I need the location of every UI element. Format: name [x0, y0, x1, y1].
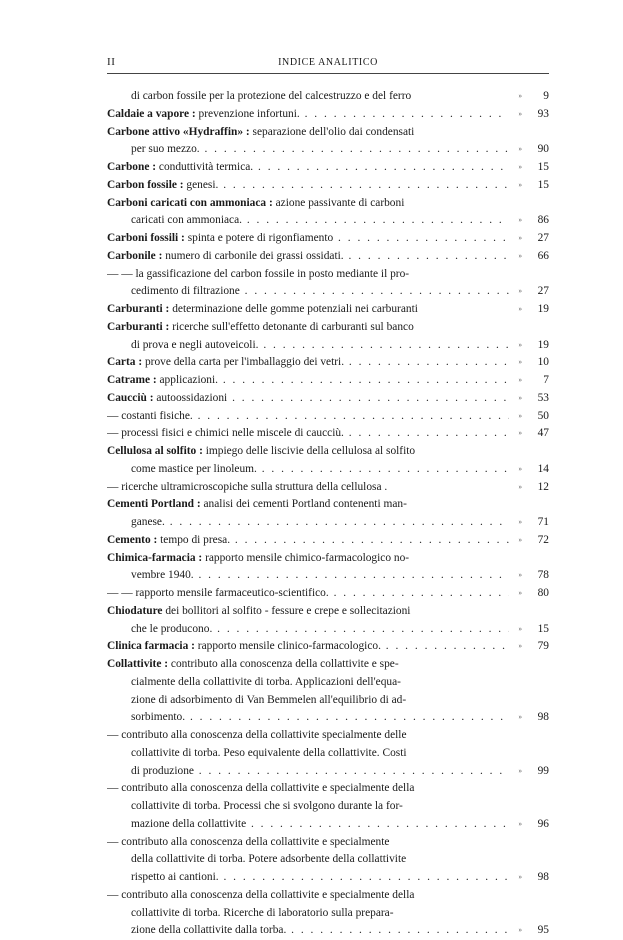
index-line — [107, 354, 549, 372]
page-reference: 10 — [537, 356, 549, 369]
index-line — [107, 425, 549, 443]
index-line — [107, 887, 549, 905]
index-line — [107, 230, 549, 248]
ditto-mark: » — [518, 358, 522, 367]
entry-description: rispetto ai cantioni. — [131, 871, 219, 883]
index-line — [107, 780, 549, 798]
entry-description: ganese. — [131, 516, 165, 528]
ditto-mark: » — [518, 287, 522, 296]
index-line — [107, 638, 549, 656]
entry-text — [131, 869, 509, 887]
index-line — [107, 266, 549, 284]
page-reference: 96 — [537, 817, 549, 830]
entry-text — [131, 567, 509, 585]
entry-description: rapporto mensile clinico-farmacologico. — [194, 640, 381, 653]
entry-description: — contributo alla conoscenza della collattivite e specialmente della — [107, 888, 415, 901]
entry-description: collattivite di torba. Ricerche di laboratorio sulla prepara- — [131, 906, 394, 919]
entry-text — [131, 816, 509, 834]
entry-heading: Carbonile : — [107, 249, 163, 262]
page-reference: 66 — [537, 249, 549, 262]
page-reference: 79 — [537, 640, 549, 653]
index-line — [107, 248, 549, 266]
ditto-mark: » — [518, 873, 522, 881]
ditto-mark: » — [518, 819, 522, 828]
entry-description: analisi dei cementi Portland contenenti man- — [200, 498, 407, 511]
entry-description: autoossidazioni — [153, 391, 228, 404]
page-reference: 90 — [537, 143, 549, 156]
running-title: INDICE ANALITICO — [278, 57, 378, 68]
entry-text — [107, 727, 509, 745]
entry-text — [131, 621, 509, 639]
ditto-mark: » — [518, 180, 522, 189]
index-line — [107, 532, 549, 550]
page-reference: 27 — [537, 285, 549, 298]
entry-heading: Carburanti : — [107, 303, 170, 315]
entry-heading: Caucciù : — [107, 391, 154, 404]
ditto-mark: » — [518, 926, 522, 935]
entry-description: di carbon fossile per la protezione del calcestruzzo e del ferro — [131, 90, 412, 102]
ditto-mark: » — [518, 589, 522, 597]
entry-heading: Cellulosa al solfito : — [107, 445, 203, 457]
entry-description: azione passivante di carboni — [272, 196, 405, 209]
index-line — [107, 301, 549, 319]
entry-text — [131, 745, 509, 763]
entry-text — [107, 195, 509, 213]
entry-description: impiego delle liscivie della cellulosa al solfito — [202, 445, 416, 457]
index-line — [107, 496, 549, 514]
page-reference: 99 — [537, 764, 549, 777]
index-line — [107, 585, 549, 603]
index-line — [107, 905, 549, 923]
page-reference: 98 — [537, 711, 549, 724]
entry-text — [107, 390, 509, 408]
entry-description: determinazione delle gomme potenziali nei carburanti — [169, 303, 418, 315]
entry-text — [131, 905, 509, 923]
page-reference: 15 — [537, 622, 549, 635]
entry-text — [107, 266, 509, 284]
index-line — [107, 479, 549, 497]
page-reference: 27 — [537, 232, 549, 244]
page-reference: 93 — [537, 107, 549, 120]
index-line — [107, 159, 549, 177]
index-line — [107, 195, 549, 213]
page-reference: 15 — [537, 161, 549, 173]
index-line — [107, 851, 549, 869]
entry-text — [131, 212, 509, 230]
entry-heading: Cemento : — [107, 533, 158, 546]
ditto-mark: » — [518, 766, 522, 775]
index-line — [107, 567, 549, 585]
page-reference: 72 — [537, 533, 549, 546]
entry-text — [131, 283, 509, 301]
page-reference: 98 — [537, 871, 549, 883]
entry-text — [107, 319, 509, 337]
entry-text — [131, 798, 509, 816]
entry-text — [107, 656, 509, 674]
index-line — [107, 692, 549, 710]
page-reference: 50 — [537, 409, 549, 422]
entry-heading: Catrame : — [107, 374, 157, 386]
ditto-mark: » — [518, 305, 522, 313]
entry-text — [131, 922, 509, 940]
ditto-mark: » — [518, 624, 522, 633]
page-reference: 12 — [537, 480, 549, 493]
entry-text — [107, 603, 509, 621]
ditto-mark: » — [518, 713, 522, 722]
entry-heading: Caldaie a vapore : — [107, 107, 196, 120]
page-reference: 19 — [537, 338, 549, 351]
entry-heading: Chimica-farmacia : — [107, 551, 203, 564]
header-rule — [107, 73, 549, 74]
page-reference: 53 — [537, 391, 549, 404]
ditto-mark: » — [518, 251, 522, 260]
entry-description: conduttività termica. — [156, 161, 254, 173]
entry-heading: Carburanti : — [107, 320, 170, 333]
entry-text — [131, 141, 509, 159]
entry-text — [107, 887, 509, 905]
index-line — [107, 603, 549, 621]
index-line — [107, 834, 549, 852]
index-line — [107, 372, 549, 390]
entry-heading: Carbone attivo «Hydraffin» : — [107, 125, 250, 138]
index-line — [107, 212, 549, 230]
entry-text — [107, 106, 509, 124]
entry-text — [107, 248, 509, 266]
index-line — [107, 621, 549, 639]
ditto-mark: » — [518, 234, 522, 242]
index-line — [107, 443, 549, 461]
entry-description: — costanti fisiche. — [107, 409, 193, 422]
entry-description: vembre 1940. — [131, 569, 194, 582]
index-line — [107, 514, 549, 532]
entry-description: caricati con ammoniaca. — [131, 214, 242, 227]
entry-description: tempo di presa. — [157, 533, 231, 546]
entry-text — [107, 159, 509, 177]
entry-description: — — la gassificazione del carbon fossile in posto mediante il pro- — [107, 267, 410, 280]
entry-description: applicazioni. — [156, 374, 219, 386]
entry-description: — contributo alla conoscenza della collattivite e specialmente della — [107, 782, 415, 795]
entry-description: zione di adsorbimento di Van Bemmelen all'equilibrio di ad- — [131, 693, 407, 706]
entry-text — [131, 337, 509, 355]
ditto-mark: » — [518, 518, 522, 526]
entry-text — [107, 301, 509, 319]
entry-heading: Carta : — [107, 356, 143, 369]
index-line — [107, 674, 549, 692]
entry-text — [131, 692, 509, 710]
entry-text — [131, 514, 509, 532]
entry-heading: Collattivite : — [107, 658, 169, 670]
entry-text — [131, 88, 509, 106]
index-line — [107, 550, 549, 568]
entry-text — [107, 496, 509, 514]
entry-description: zione della collattivite dalla torba. — [131, 924, 287, 937]
entry-description: dei bollitori al solfito - fessure e crepe e sollecitazioni — [162, 604, 411, 617]
entry-text — [107, 408, 509, 426]
index-line — [107, 141, 549, 159]
entry-description: genesi. — [183, 178, 219, 191]
entry-description: sorbimento. — [131, 711, 186, 724]
entry-description: collattivite di torba. Peso equivalente della collattivite. Costi — [131, 746, 407, 759]
index-line — [107, 88, 549, 106]
entry-heading: Carbon fossile : — [107, 178, 184, 191]
ditto-mark: » — [518, 535, 522, 544]
entry-description: — — rapporto mensile farmaceutico-scientifico. — [107, 587, 329, 599]
entry-description: che le producono. — [131, 622, 213, 635]
entry-description: — processi fisici e chimici nelle miscele di caucciù. — [107, 427, 344, 440]
entry-description: mazione della collattivite — [131, 817, 247, 830]
entry-description: — ricerche ultramicroscopiche sulla struttura della cellulosa . — [107, 480, 388, 493]
entry-heading: Cementi Portland : — [107, 498, 201, 511]
entry-text — [107, 124, 509, 142]
index-line — [107, 922, 549, 940]
entry-heading: Clinica farmacia : — [107, 640, 195, 653]
ditto-mark: » — [518, 145, 522, 154]
entry-description: separazione dell'olio dai condensati — [249, 125, 415, 138]
index-line — [107, 727, 549, 745]
ditto-mark: » — [518, 216, 522, 225]
entry-text — [107, 532, 509, 550]
page-reference: 7 — [543, 374, 549, 386]
entry-text — [107, 443, 509, 461]
entry-text — [131, 461, 509, 479]
entry-description: spinta e potere di rigonfiamento — [184, 232, 334, 244]
ditto-mark: » — [518, 642, 522, 651]
entry-description: prevenzione infortuni. — [195, 107, 300, 120]
ditto-mark: » — [518, 571, 522, 580]
entry-description: di produzione — [131, 764, 194, 777]
ditto-mark: » — [518, 393, 522, 402]
index-line — [107, 106, 549, 124]
ditto-mark: » — [518, 109, 522, 118]
index-line — [107, 124, 549, 142]
entry-description: prove della carta per l'imballaggio dei vetri. — [142, 356, 345, 369]
page-reference: 80 — [537, 587, 549, 599]
ditto-mark: » — [518, 411, 522, 420]
index-line — [107, 337, 549, 355]
index-line — [107, 798, 549, 816]
entry-text — [107, 585, 509, 603]
entry-heading: Chiodature — [107, 604, 163, 617]
index-line — [107, 763, 549, 781]
entry-text — [131, 851, 509, 869]
index-list — [107, 88, 549, 940]
index-line — [107, 656, 549, 674]
entry-text — [107, 425, 509, 443]
ditto-mark: » — [518, 163, 522, 171]
ditto-mark: » — [518, 429, 522, 438]
ditto-mark: » — [518, 482, 522, 491]
entry-description: di prova e negli autoveicoli. — [131, 338, 259, 351]
entry-text — [107, 177, 509, 195]
entry-description: rapporto mensile chimico-farmacologico no- — [202, 551, 410, 564]
index-line — [107, 408, 549, 426]
ditto-mark: » — [518, 376, 522, 384]
entry-description: collattivite di torba. Processi che si svolgono durante la for- — [131, 800, 403, 812]
page-reference: 78 — [537, 569, 549, 582]
ditto-mark: » — [518, 340, 522, 349]
index-line — [107, 319, 549, 337]
page-header — [107, 56, 549, 72]
index-line — [107, 709, 549, 727]
entry-description: per suo mezzo. — [131, 143, 200, 156]
page-reference: 9 — [543, 90, 549, 102]
entry-description: — contributo alla conoscenza della collattivite e specialmente — [107, 835, 390, 848]
entry-heading: Carboni caricati con ammoniaca : — [107, 196, 273, 209]
index-line — [107, 177, 549, 195]
ditto-mark: » — [518, 92, 522, 100]
entry-description: della collattivite di torba. Potere adsorbente della collattivite — [131, 853, 407, 866]
entry-heading: Carboni fossili : — [107, 232, 185, 244]
index-line — [107, 816, 549, 834]
entry-description: ricerche sull'effetto detonante di carburanti sul banco — [169, 320, 414, 333]
index-line — [107, 869, 549, 887]
entry-description: contributo alla conoscenza della collattivite e spe- — [168, 658, 399, 670]
entry-text — [107, 550, 509, 568]
entry-text — [131, 763, 509, 781]
entry-text — [107, 780, 509, 798]
entry-text — [107, 638, 509, 656]
page-reference: 71 — [537, 516, 549, 528]
entry-text — [107, 372, 509, 390]
entry-description: cialmente della collattivite di torba. Applicazioni dell'equa- — [131, 675, 401, 688]
index-line — [107, 745, 549, 763]
index-line — [107, 461, 549, 479]
entry-text — [107, 479, 509, 497]
entry-text — [107, 834, 509, 852]
page-reference: 47 — [537, 427, 549, 440]
entry-text — [131, 674, 509, 692]
page-reference: 19 — [537, 303, 549, 315]
entry-description: — contributo alla conoscenza della collattivite specialmente delle — [107, 729, 407, 741]
page-number: II — [107, 56, 116, 68]
page-reference: 95 — [537, 924, 549, 937]
entry-description: numero di carbonile dei grassi ossidati. — [162, 249, 344, 262]
entry-text — [107, 354, 509, 372]
ditto-mark: » — [518, 464, 522, 473]
entry-heading: Carbone : — [107, 161, 157, 173]
entry-description: come mastice per linoleum. — [131, 462, 257, 475]
entry-text — [107, 230, 509, 248]
entry-text — [131, 709, 509, 727]
page-reference: 14 — [537, 462, 549, 475]
index-line — [107, 390, 549, 408]
page-reference: 15 — [537, 178, 549, 191]
index-line — [107, 283, 549, 301]
entry-description: cedimento di filtrazione — [131, 285, 240, 298]
page-reference: 86 — [537, 214, 549, 227]
